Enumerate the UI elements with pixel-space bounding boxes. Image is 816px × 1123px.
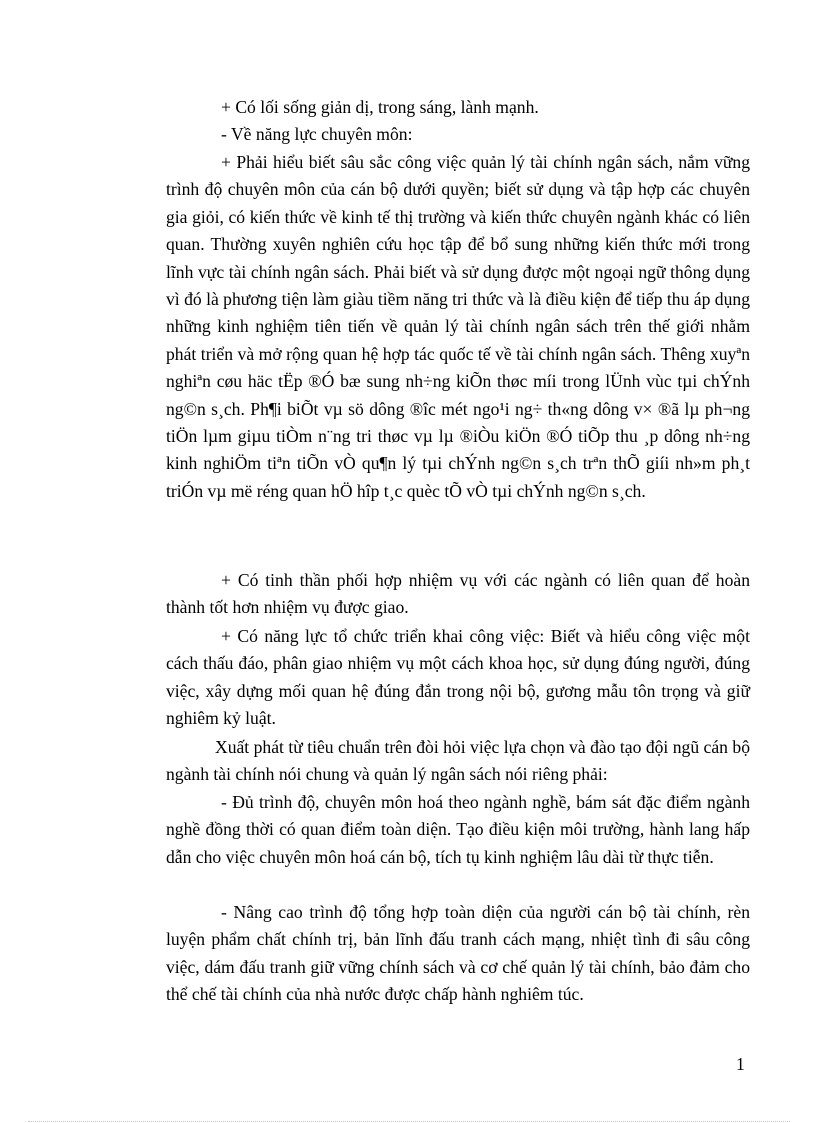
- paragraph: - Đủ trình độ, chuyên môn hoá theo ngành nghề, bám sát đặc điểm ngành nghề đồng thời có quan điểm toàn diện. Tạo điều kiện môi trường, hành lang hấp dẫn cho việc chuyên môn hoá cán bộ, tích tụ kinh nghiệm lâu dài từ thực tiễn.: [166, 792, 750, 867]
- paragraph: + Có lối sống giản dị, trong sáng, lành mạnh.: [221, 97, 539, 117]
- paragraph: - Nâng cao trình độ tổng hợp toàn diện của người cán bộ tài chính, rèn luyện phẩm chất chính trị, bản lĩnh đấu tranh cách mạng, nhiệt tình đi sâu công việc, dám đấu tranh giữ vững chính sách và cơ chế quản lý tài chính, bảo đảm cho thể chế tài chính của nhà nước được chấp hành nghiêm túc.: [166, 902, 750, 1005]
- paragraph: Xuất phát từ tiêu chuẩn trên đòi hỏi việc lựa chọn và đào tạo đội ngũ cán bộ ngành tài chính nói chung và quản lý ngân sách nói riêng phải:: [166, 737, 750, 785]
- footer-divider: [28, 1121, 790, 1122]
- paragraph: + Phải hiểu biết sâu sắc công việc quản lý tài chính ngân sách, nắm vững trình độ chuyên môn của cán bộ dưới quyền; biết sử dụng và tập hợp các chuyên gia giỏi, có kiến thức về kinh tế thị trường và kiến thức chuyên ngành khác có liên quan. Thường xuyên nghiên cứu học tập để bổ sung những kiến thức mới trong lĩnh vực tài chính ngân sách. Phải biết và sử dụng được một ngoại ngữ thông dụng vì đó là phương tiện làm giàu tiềm năng tri thức và là điều kiện để tiếp thu áp dụng những kinh nghiệm tiên tiến về quản lý tài chính ngân sách trên thế giới nhằm phát triển và mở rộng quan hệ hợp tác quốc tế về tài chính ngân sách. Thêng xuyªn nghiªn cøu häc tËp ®Ó bæ sung nh÷ng kiÕn thøc míi trong lÜnh vùc tµi chÝnh ng©n s¸ch. Ph¶i biÕt vµ sö dông ®îc mét ngo¹i ng÷ th«ng dông v× ®ã lµ ph¬ng tiÖn lµm giµu tiÒm n¨ng tri thøc vµ lµ ®iÒu kiÖn ®Ó tiÕp thu ¸p dông nh÷ng kinh nghiÖm tiªn tiÕn vÒ qu¶n lý tµi chÝnh ng©n s¸ch trªn thÕ giíi nh»m ph¸t triÓn vµ më réng quan hÖ hîp t¸c quèc tÕ vÒ tµi chÝnh ng©n s¸ch.: [166, 152, 750, 501]
- page-number: 1: [736, 1054, 745, 1074]
- paragraph: + Có tinh thần phối hợp nhiệm vụ với các ngành có liên quan để hoàn thành tốt hơn nhiệm vụ được giao.: [166, 570, 750, 618]
- paragraph: + Có năng lực tổ chức triển khai công việc: Biết và hiểu công việc một cách thấu đáo, phân giao nhiệm vụ một cách khoa học, sử dụng đúng người, đúng việc, xây dựng mối quan hệ đúng đắn trong nội bộ, gương mẫu tôn trọng và giữ nghiêm kỷ luật.: [166, 626, 750, 729]
- paragraph: - Về năng lực chuyên môn:: [221, 124, 413, 144]
